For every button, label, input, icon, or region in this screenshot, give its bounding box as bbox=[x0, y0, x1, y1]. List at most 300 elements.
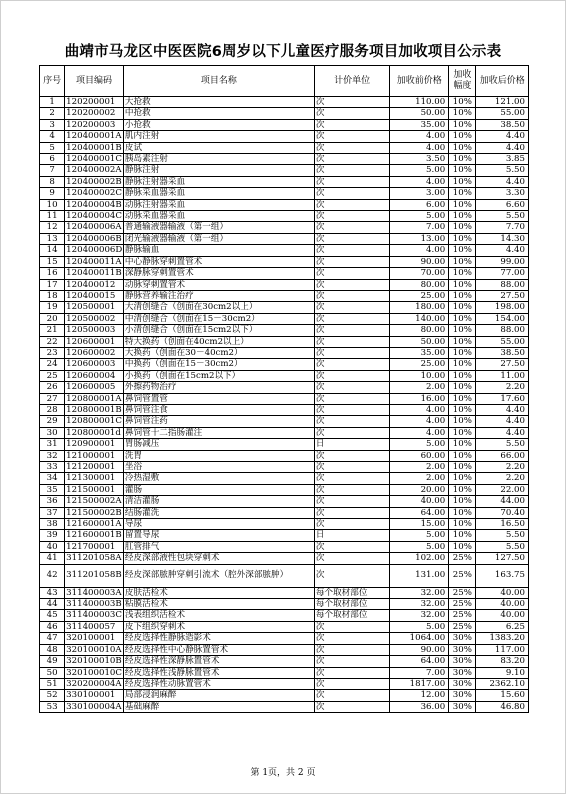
cell-seq: 33 bbox=[40, 462, 65, 473]
cell-price-before: 4.00 bbox=[390, 131, 449, 142]
cell-name: 小清创缝合（创面在15cm2以下） bbox=[123, 325, 314, 336]
cell-seq: 4 bbox=[40, 131, 65, 142]
table-row bbox=[40, 610, 529, 621]
cell-code: 121000001 bbox=[65, 450, 124, 461]
cell-rate: 25% bbox=[449, 564, 476, 587]
cell-code: 320100001 bbox=[65, 633, 124, 644]
cell-price-after: 198.00 bbox=[476, 302, 529, 313]
cell-rate: 10% bbox=[449, 496, 476, 507]
cell-code: 120600002 bbox=[65, 347, 124, 358]
cell-price-after: 27.50 bbox=[476, 359, 529, 370]
cell-price-before: 90.00 bbox=[390, 256, 449, 267]
header-price-before: 加收前价格 bbox=[390, 66, 449, 97]
cell-name: 洗胃 bbox=[123, 450, 314, 461]
cell-price-before: 64.00 bbox=[390, 507, 449, 518]
cell-unit: 次 bbox=[314, 462, 390, 473]
cell-price-before: 4.00 bbox=[390, 404, 449, 415]
cell-rate: 10% bbox=[449, 473, 476, 484]
cell-seq: 17 bbox=[40, 279, 65, 290]
cell-price-after: 2362.10 bbox=[476, 678, 529, 689]
cell-price-before: 64.00 bbox=[390, 656, 449, 667]
table-row bbox=[40, 530, 529, 541]
cell-price-before: 5.00 bbox=[390, 530, 449, 541]
table-row bbox=[40, 644, 529, 655]
cell-code: 120800001C bbox=[66, 416, 122, 427]
cell-price-after: 3.30 bbox=[476, 188, 529, 199]
cell-unit: 次 bbox=[314, 325, 390, 336]
cell-name: 大抢救 bbox=[123, 97, 314, 108]
cell-name: 普通输液器输液（第一组） bbox=[123, 222, 314, 233]
table-row bbox=[40, 621, 529, 632]
cell-seq: 42 bbox=[40, 564, 65, 587]
cell-rate: 10% bbox=[449, 165, 476, 176]
cell-name: 小换药（创面在15cm2以下） bbox=[123, 370, 314, 381]
cell-name: 胃肠减压 bbox=[123, 439, 314, 450]
cell-seq: 10 bbox=[40, 199, 65, 210]
cell-price-before: 2.00 bbox=[390, 382, 449, 393]
cell-price-before: 16.00 bbox=[390, 393, 449, 404]
table-row bbox=[40, 165, 529, 176]
table-row bbox=[40, 473, 529, 484]
cell-code: 120400011A bbox=[66, 256, 122, 267]
cell-price-before: 110.00 bbox=[390, 97, 449, 108]
page-footer: 第 1页，共 2 页 bbox=[250, 768, 316, 778]
cell-seq: 37 bbox=[40, 507, 65, 518]
cell-name: 经皮选择性中心静脉置管术 bbox=[123, 644, 314, 655]
cell-price-after: 15.60 bbox=[476, 690, 529, 701]
cell-code: 120800001A bbox=[66, 393, 122, 404]
table-row bbox=[40, 427, 529, 438]
cell-price-before: 36.00 bbox=[390, 701, 449, 712]
cell-seq: 36 bbox=[40, 496, 65, 507]
cell-rate: 10% bbox=[449, 393, 476, 404]
cell-rate: 10% bbox=[449, 336, 476, 347]
cell-seq: 16 bbox=[40, 268, 65, 279]
cell-code: 120400011B bbox=[66, 268, 122, 279]
table-row bbox=[40, 678, 529, 689]
cell-rate: 10% bbox=[449, 108, 476, 119]
cell-name: 肌内注射 bbox=[123, 131, 314, 142]
cell-rate: 10% bbox=[449, 427, 476, 438]
cell-price-after: 38.50 bbox=[476, 347, 529, 358]
cell-unit: 次 bbox=[314, 564, 390, 587]
cell-seq: 23 bbox=[40, 347, 65, 358]
cell-price-before: 5.00 bbox=[390, 541, 449, 552]
cell-unit: 次 bbox=[314, 678, 390, 689]
cell-price-before: 40.00 bbox=[390, 496, 449, 507]
cell-name: 胰岛素注射 bbox=[123, 154, 314, 165]
cell-seq: 14 bbox=[40, 245, 65, 256]
cell-code: 120400001A bbox=[66, 131, 122, 142]
cell-price-before: 32.00 bbox=[390, 587, 449, 598]
cell-unit: 次 bbox=[314, 701, 390, 712]
cell-price-after: 7.70 bbox=[476, 222, 529, 233]
cell-rate: 10% bbox=[449, 519, 476, 530]
cell-unit: 次 bbox=[314, 690, 390, 701]
cell-rate: 10% bbox=[449, 97, 476, 108]
cell-seq: 15 bbox=[40, 256, 65, 267]
table-row bbox=[40, 564, 529, 587]
cell-code: 320100010C bbox=[66, 667, 122, 678]
table-row bbox=[40, 313, 529, 324]
cell-unit: 次 bbox=[314, 404, 390, 415]
cell-price-before: 7.00 bbox=[390, 667, 449, 678]
table-row bbox=[40, 370, 529, 381]
table-header-row bbox=[40, 66, 529, 97]
cell-seq: 11 bbox=[40, 211, 65, 222]
cell-code: 311400003A bbox=[66, 587, 122, 598]
cell-price-after: 4.40 bbox=[476, 404, 529, 415]
cell-rate: 10% bbox=[449, 233, 476, 244]
header-rate: 加收幅度 bbox=[449, 66, 476, 97]
table-row bbox=[40, 633, 529, 644]
cell-price-after: 40.00 bbox=[476, 599, 529, 610]
table-row bbox=[40, 701, 529, 712]
cell-code: 120600005 bbox=[65, 382, 124, 393]
cell-price-before: 4.00 bbox=[390, 245, 449, 256]
cell-unit: 次 bbox=[314, 108, 390, 119]
cell-unit: 次 bbox=[314, 97, 390, 108]
cell-unit: 次 bbox=[314, 382, 390, 393]
cell-price-before: 180.00 bbox=[390, 302, 449, 313]
cell-code: 120400004C bbox=[66, 211, 122, 222]
cell-name: 静脉营养输注治疗 bbox=[123, 290, 314, 301]
cell-name: 导尿 bbox=[123, 519, 314, 530]
cell-price-after: 5.50 bbox=[476, 530, 529, 541]
cell-code: 330100004A bbox=[66, 701, 122, 712]
cell-unit: 次 bbox=[314, 279, 390, 290]
cell-name: 皮肤活检术 bbox=[123, 587, 314, 598]
cell-unit: 次 bbox=[314, 211, 390, 222]
cell-price-before: 35.00 bbox=[390, 119, 449, 130]
cell-rate: 10% bbox=[449, 313, 476, 324]
cell-code: 120200002 bbox=[65, 108, 124, 119]
cell-unit: 每个取材部位 bbox=[314, 610, 390, 621]
cell-unit: 次 bbox=[314, 633, 390, 644]
cell-code: 121600001A bbox=[66, 519, 122, 530]
cell-price-after: 55.00 bbox=[476, 108, 529, 119]
cell-name: 皮试 bbox=[123, 142, 314, 153]
table-row bbox=[40, 667, 529, 678]
table-row bbox=[40, 690, 529, 701]
cell-price-after: 154.00 bbox=[476, 313, 529, 324]
cell-code: 311400003C bbox=[66, 610, 122, 621]
table-row bbox=[40, 599, 529, 610]
cell-name: 鼻饲管注食 bbox=[123, 404, 314, 415]
cell-code: 120600001 bbox=[65, 336, 124, 347]
cell-rate: 10% bbox=[449, 256, 476, 267]
cell-seq: 27 bbox=[40, 393, 65, 404]
cell-price-before: 4.00 bbox=[390, 416, 449, 427]
header-price-after: 加收后价格 bbox=[476, 66, 529, 97]
cell-name: 肛管排气 bbox=[123, 541, 314, 552]
cell-seq: 50 bbox=[40, 667, 65, 678]
cell-unit: 次 bbox=[314, 119, 390, 130]
cell-price-after: 11.00 bbox=[476, 370, 529, 381]
cell-seq: 41 bbox=[40, 553, 65, 564]
cell-code: 120500003 bbox=[65, 325, 124, 336]
cell-price-after: 163.75 bbox=[476, 564, 529, 587]
cell-name: 浅表组织活检术 bbox=[123, 610, 314, 621]
cell-name: 冷热湿敷 bbox=[123, 473, 314, 484]
table-row bbox=[40, 416, 529, 427]
cell-price-after: 4.40 bbox=[476, 427, 529, 438]
cell-price-after: 38.50 bbox=[476, 119, 529, 130]
cell-seq: 46 bbox=[40, 621, 65, 632]
cell-name: 灌肠 bbox=[123, 484, 314, 495]
cell-price-before: 12.00 bbox=[390, 690, 449, 701]
cell-unit: 次 bbox=[314, 484, 390, 495]
cell-price-after: 22.00 bbox=[476, 484, 529, 495]
cell-unit: 每个取材部位 bbox=[314, 587, 390, 598]
cell-code: 120400001C bbox=[66, 154, 122, 165]
cell-name: 深静脉穿刺置管术 bbox=[123, 268, 314, 279]
cell-price-before: 80.00 bbox=[390, 325, 449, 336]
cell-unit: 次 bbox=[314, 393, 390, 404]
table-row bbox=[40, 211, 529, 222]
table-row bbox=[40, 496, 529, 507]
header-code: 项目编码 bbox=[65, 66, 124, 97]
cell-rate: 10% bbox=[449, 279, 476, 290]
cell-rate: 10% bbox=[449, 325, 476, 336]
cell-unit: 日 bbox=[314, 530, 390, 541]
cell-rate: 30% bbox=[449, 667, 476, 678]
cell-seq: 35 bbox=[40, 484, 65, 495]
cell-code: 121700001 bbox=[65, 541, 124, 552]
cell-unit: 次 bbox=[314, 336, 390, 347]
cell-name: 动脉采血器采血 bbox=[123, 211, 314, 222]
table-row bbox=[40, 154, 529, 165]
cell-price-after: 1383.20 bbox=[476, 633, 529, 644]
cell-code: 120500002 bbox=[65, 313, 124, 324]
table-row bbox=[40, 450, 529, 461]
cell-name: 大清创缝合（创面在30cm2以上） bbox=[123, 302, 314, 313]
cell-rate: 10% bbox=[449, 416, 476, 427]
cell-unit: 次 bbox=[314, 142, 390, 153]
cell-name: 中抢救 bbox=[123, 108, 314, 119]
cell-price-before: 50.00 bbox=[390, 336, 449, 347]
cell-rate: 10% bbox=[449, 382, 476, 393]
cell-price-after: 4.40 bbox=[476, 176, 529, 187]
table-row bbox=[40, 176, 529, 187]
cell-price-before: 60.00 bbox=[390, 450, 449, 461]
cell-price-before: 32.00 bbox=[390, 599, 449, 610]
cell-rate: 10% bbox=[449, 359, 476, 370]
cell-price-before: 20.00 bbox=[390, 484, 449, 495]
cell-name: 经皮深部脓肿穿刺引流术（腔外深部脓肿） bbox=[123, 564, 314, 587]
cell-price-before: 6.00 bbox=[390, 199, 449, 210]
cell-price-after: 44.00 bbox=[476, 496, 529, 507]
cell-price-before: 32.00 bbox=[390, 610, 449, 621]
cell-name: 皮下组织穿刺术 bbox=[123, 621, 314, 632]
cell-seq: 38 bbox=[40, 519, 65, 530]
table-row bbox=[40, 142, 529, 153]
cell-seq: 12 bbox=[40, 222, 65, 233]
cell-unit: 次 bbox=[314, 656, 390, 667]
cell-name: 经皮选择性浅静脉置管术 bbox=[123, 667, 314, 678]
cell-code: 121500002B bbox=[66, 507, 122, 518]
cell-rate: 10% bbox=[449, 142, 476, 153]
cell-name: 结肠灌洗 bbox=[123, 507, 314, 518]
cell-code: 120200003 bbox=[65, 119, 124, 130]
cell-price-before: 1817.00 bbox=[390, 678, 449, 689]
cell-unit: 次 bbox=[314, 302, 390, 313]
table-row bbox=[40, 325, 529, 336]
cell-unit: 次 bbox=[314, 233, 390, 244]
cell-code: 121200001 bbox=[65, 462, 124, 473]
cell-unit: 次 bbox=[314, 416, 390, 427]
cell-name: 静脉输血 bbox=[123, 245, 314, 256]
table-row bbox=[40, 541, 529, 552]
cell-seq: 52 bbox=[40, 690, 65, 701]
cell-rate: 10% bbox=[449, 199, 476, 210]
cell-price-after: 40.00 bbox=[476, 610, 529, 621]
table-row bbox=[40, 462, 529, 473]
cell-rate: 25% bbox=[449, 599, 476, 610]
cell-rate: 10% bbox=[449, 188, 476, 199]
table-row bbox=[40, 131, 529, 142]
cell-seq: 20 bbox=[40, 313, 65, 324]
cell-code: 120800001d bbox=[65, 427, 124, 438]
cell-rate: 25% bbox=[449, 587, 476, 598]
cell-price-after: 121.00 bbox=[476, 97, 529, 108]
cell-name: 小抢救 bbox=[123, 119, 314, 130]
cell-name: 经皮选择性静脉造影术 bbox=[123, 633, 314, 644]
table-row bbox=[40, 553, 529, 564]
table-row bbox=[40, 256, 529, 267]
cell-seq: 47 bbox=[40, 633, 65, 644]
cell-price-after: 117.00 bbox=[476, 644, 529, 655]
cell-rate: 10% bbox=[449, 176, 476, 187]
cell-seq: 21 bbox=[40, 325, 65, 336]
cell-unit: 次 bbox=[314, 199, 390, 210]
cell-unit: 次 bbox=[314, 427, 390, 438]
cell-rate: 10% bbox=[449, 290, 476, 301]
cell-rate: 10% bbox=[449, 131, 476, 142]
cell-rate: 25% bbox=[449, 621, 476, 632]
cell-price-before: 25.00 bbox=[390, 290, 449, 301]
cell-name: 中清创缝合（创面在15－30cm2） bbox=[123, 313, 314, 324]
cell-unit: 次 bbox=[314, 359, 390, 370]
cell-seq: 22 bbox=[40, 336, 65, 347]
cell-code: 120800001B bbox=[66, 404, 122, 415]
cell-code: 120400002A bbox=[66, 165, 122, 176]
cell-price-after: 66.00 bbox=[476, 450, 529, 461]
cell-seq: 44 bbox=[40, 599, 65, 610]
cell-code: 311400057 bbox=[65, 621, 124, 632]
cell-unit: 次 bbox=[314, 496, 390, 507]
cell-price-after: 17.60 bbox=[476, 393, 529, 404]
cell-unit: 次 bbox=[314, 290, 390, 301]
fee-table bbox=[39, 65, 529, 713]
cell-code: 121300001 bbox=[65, 473, 124, 484]
cell-name: 清洁灌肠 bbox=[123, 496, 314, 507]
cell-rate: 25% bbox=[449, 553, 476, 564]
cell-seq: 43 bbox=[40, 587, 65, 598]
cell-price-before: 3.00 bbox=[390, 188, 449, 199]
cell-rate: 10% bbox=[449, 530, 476, 541]
cell-price-after: 16.50 bbox=[476, 519, 529, 530]
cell-code: 120400002C bbox=[66, 188, 122, 199]
cell-code: 120400015 bbox=[65, 290, 124, 301]
cell-price-after: 3.85 bbox=[476, 154, 529, 165]
cell-rate: 10% bbox=[449, 370, 476, 381]
cell-unit: 次 bbox=[314, 370, 390, 381]
cell-price-after: 14.30 bbox=[476, 233, 529, 244]
cell-name: 鼻饲管注药 bbox=[123, 416, 314, 427]
cell-unit: 次 bbox=[314, 553, 390, 564]
cell-seq: 1 bbox=[40, 97, 65, 108]
cell-code: 120400002B bbox=[66, 176, 122, 187]
table-row bbox=[40, 268, 529, 279]
cell-seq: 51 bbox=[40, 678, 65, 689]
table-row bbox=[40, 222, 529, 233]
cell-rate: 10% bbox=[449, 119, 476, 130]
header-seq: 序号 bbox=[40, 66, 65, 97]
cell-unit: 次 bbox=[314, 541, 390, 552]
header-unit: 计价单位 bbox=[314, 66, 390, 97]
cell-price-before: 4.00 bbox=[390, 427, 449, 438]
cell-seq: 48 bbox=[40, 644, 65, 655]
cell-rate: 25% bbox=[449, 610, 476, 621]
cell-unit: 每个取材部位 bbox=[314, 599, 390, 610]
cell-price-after: 55.00 bbox=[476, 336, 529, 347]
cell-unit: 次 bbox=[314, 667, 390, 678]
cell-seq: 45 bbox=[40, 610, 65, 621]
cell-rate: 30% bbox=[449, 701, 476, 712]
cell-rate: 10% bbox=[449, 439, 476, 450]
cell-seq: 5 bbox=[40, 142, 65, 153]
cell-name: 静脉注射 bbox=[123, 165, 314, 176]
cell-code: 330100001 bbox=[65, 690, 124, 701]
cell-unit: 次 bbox=[314, 256, 390, 267]
cell-unit: 次 bbox=[314, 507, 390, 518]
cell-price-before: 25.00 bbox=[390, 359, 449, 370]
cell-seq: 7 bbox=[40, 165, 65, 176]
cell-rate: 10% bbox=[449, 404, 476, 415]
cell-rate: 10% bbox=[449, 462, 476, 473]
cell-price-after: 77.00 bbox=[476, 268, 529, 279]
cell-price-after: 46.80 bbox=[476, 701, 529, 712]
cell-price-after: 5.50 bbox=[476, 439, 529, 450]
cell-price-before: 5.00 bbox=[390, 165, 449, 176]
cell-name: 坐浴 bbox=[123, 462, 314, 473]
cell-price-after: 6.60 bbox=[476, 199, 529, 210]
table-row bbox=[40, 199, 529, 210]
cell-seq: 39 bbox=[40, 530, 65, 541]
cell-price-before: 140.00 bbox=[390, 313, 449, 324]
table-body bbox=[40, 97, 529, 713]
cell-price-after: 83.20 bbox=[476, 656, 529, 667]
cell-unit: 次 bbox=[314, 347, 390, 358]
cell-seq: 2 bbox=[40, 108, 65, 119]
cell-code: 320100010B bbox=[66, 656, 122, 667]
cell-price-before: 2.00 bbox=[390, 473, 449, 484]
cell-code: 120400001B bbox=[66, 142, 122, 153]
cell-price-after: 4.40 bbox=[476, 142, 529, 153]
cell-price-before: 2.00 bbox=[390, 462, 449, 473]
cell-price-before: 5.00 bbox=[390, 439, 449, 450]
cell-code: 320100010A bbox=[66, 644, 122, 655]
cell-name: 经皮深部液性包块穿刺术 bbox=[123, 553, 314, 564]
cell-seq: 18 bbox=[40, 290, 65, 301]
cell-rate: 10% bbox=[449, 347, 476, 358]
cell-price-before: 35.00 bbox=[390, 347, 449, 358]
table-row bbox=[40, 347, 529, 358]
cell-price-after: 88.00 bbox=[476, 325, 529, 336]
cell-seq: 13 bbox=[40, 233, 65, 244]
cell-unit: 次 bbox=[314, 245, 390, 256]
